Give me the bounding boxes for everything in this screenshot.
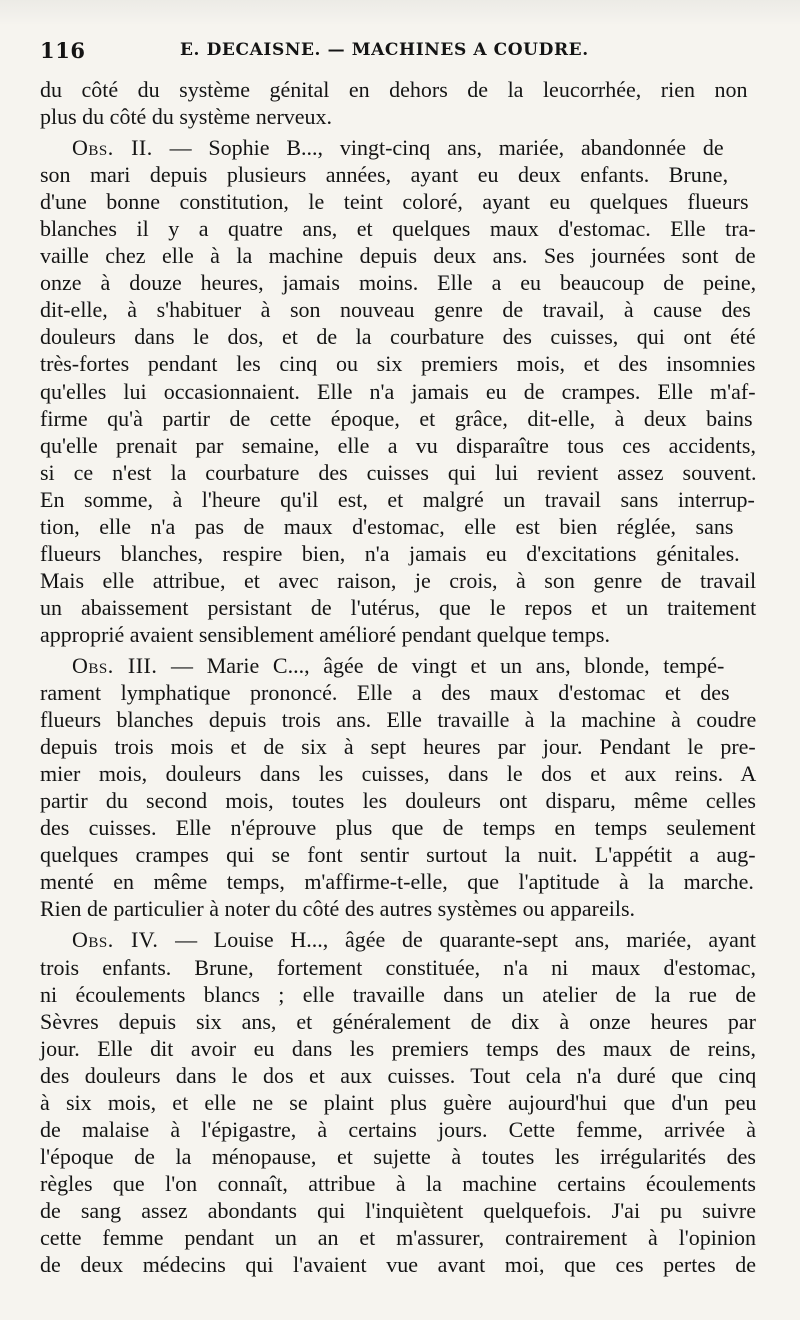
text-line: dit-elle, à s'habituer à son nouveau genre de travail, à cause des xyxy=(40,297,751,323)
text-line: onze à douze heures, jamais moins. Elle a eu beaucoup de peine, xyxy=(40,270,757,296)
observation-label: Obs. II. xyxy=(72,135,153,161)
text-line: son mari depuis plusieurs années, ayant eu deux enfants. Brune, xyxy=(40,162,729,188)
text-line: rament lymphatique prononcé. Elle a des maux d'estomac et des xyxy=(40,680,730,706)
text-line xyxy=(40,926,756,953)
text-line: flueurs blanches depuis trois ans. Elle travaille à la machine à coudre xyxy=(40,707,757,733)
text-line xyxy=(40,134,756,161)
text-line: Rien de particulier à noter du côté des autres systèmes ou appareils. xyxy=(40,896,636,922)
text-line: depuis trois mois et de six à sept heures par jour. Pendant le pre- xyxy=(40,734,756,760)
observation-3 xyxy=(40,652,756,922)
observation-2 xyxy=(40,134,756,648)
text-line: un abaissement persistant de l'utérus, que le repos et un traitement xyxy=(40,594,757,620)
text-line: l'époque de la ménopause, et sujette à toutes les irrégularités des xyxy=(40,1143,756,1169)
observation-4 xyxy=(40,926,756,1278)
text-line: quelques crampes qui se font sentir surtout la nuit. L'appétit a aug- xyxy=(40,842,756,868)
observation-label: Obs. IV. xyxy=(72,927,159,953)
text-line: cette femme pendant un an et m'assurer, contrairement à l'opinion xyxy=(40,1224,756,1250)
text-line: si ce n'est la courbature des cuisses qui lui revient assez souvent. xyxy=(40,459,757,485)
text-line: douleurs dans le dos, et de la courbature des cuisses, qui ont été xyxy=(40,324,756,350)
text-line: Mais elle attribue, et avec raison, je crois, à son genre de travail xyxy=(40,567,757,593)
text-line: ni écoulements blancs ; elle travaille dans un atelier de la rue de xyxy=(40,981,756,1007)
text-line: qu'elle prenait par semaine, elle a vu disparaître tous ces accidents, xyxy=(40,432,756,458)
text-line: partir du second mois, toutes les douleurs ont disparu, même celles xyxy=(40,788,756,814)
text-line: menté en même temps, m'affirme-t-elle, que l'aptitude à la marche. xyxy=(40,869,754,895)
text-line: très-fortes pendant les cinq ou six premiers mois, et des insomnies xyxy=(40,351,756,377)
text-line: qu'elles lui occasionnaient. Elle n'a jamais eu de crampes. Elle m'af- xyxy=(40,378,756,404)
text-line xyxy=(40,652,756,679)
text-line: trois enfants. Brune, fortement constituée, n'a ni maux d'estomac, xyxy=(40,954,756,980)
text-line: règles que l'on connaît, attribue à la machine certains écoulements xyxy=(40,1170,756,1196)
text-line: de deux médecins qui l'avaient vue avant moi, que ces pertes de xyxy=(40,1252,756,1278)
running-header xyxy=(40,38,756,72)
text-line: tion, elle n'a pas de maux d'estomac, elle est bien réglée, sans xyxy=(40,513,734,539)
text-line: flueurs blanches, respire bien, n'a jamais eu d'excitations génitales. xyxy=(40,540,740,566)
text-line: du côté du système génital en dehors de la leucorrhée, rien non xyxy=(40,77,748,102)
page-number: 116 xyxy=(40,38,86,63)
show-through-bleed xyxy=(0,0,800,26)
paragraph-continuation xyxy=(40,76,756,130)
text-line: de malaise à l'épigastre, à certains jours. Cette femme, arrivée à xyxy=(40,1116,756,1142)
text-line: jour. Elle dit avoir eu dans les premiers temps des maux de reins, xyxy=(40,1035,756,1061)
text-line: d'une bonne constitution, le teint coloré, ayant eu quelques flueurs xyxy=(40,189,749,215)
text-line: En somme, à l'heure qu'il est, et malgré un travail sans interrup- xyxy=(40,486,755,512)
text-line: à six mois, et elle ne se plaint plus guère aujourd'hui que d'un peu xyxy=(40,1089,757,1115)
observation-label: Obs. III. xyxy=(72,652,158,678)
text-line: approprié avaient sensiblement amélioré pendant quelque temps. xyxy=(40,621,610,647)
text-line: de sang assez abondants qui l'inquiètent quelquefois. J'ai pu suivre xyxy=(40,1197,756,1223)
text-line: blanches il y a quatre ans, et quelques maux d'estomac. Elle tra- xyxy=(40,216,756,242)
text-line-rest: — Sophie B..., vingt-cinq ans, mariée, abandonnée de xyxy=(152,135,724,161)
text-line: Sèvres depuis six ans, et généralement de dix à onze heures par xyxy=(40,1008,756,1034)
body-text xyxy=(40,76,756,1278)
text-line-rest: — Marie C..., âgée de vingt et un ans, blonde, tempé- xyxy=(157,652,725,678)
text-line: vaille chez elle à la machine depuis deux ans. Ses journées sont de xyxy=(40,243,756,269)
text-line: mier mois, douleurs dans les cuisses, dans le dos et aux reins. A xyxy=(40,761,757,787)
text-line: plus du côté du système nerveux. xyxy=(40,104,333,130)
running-title: E. DECAISNE. — MACHINES A COUDRE. xyxy=(180,40,589,60)
text-line-rest: — Louise H..., âgée de quarante-sept ans, mariée, ayant xyxy=(158,927,756,953)
text-line: des douleurs dans le dos et aux cuisses. Tout cela n'a duré que cinq xyxy=(40,1062,757,1088)
text-line: des cuisses. Elle n'éprouve plus que de temps en temps seulement xyxy=(40,815,756,841)
text-line: firme qu'à partir de cette époque, et grâce, dit-elle, à deux bains xyxy=(40,405,753,431)
